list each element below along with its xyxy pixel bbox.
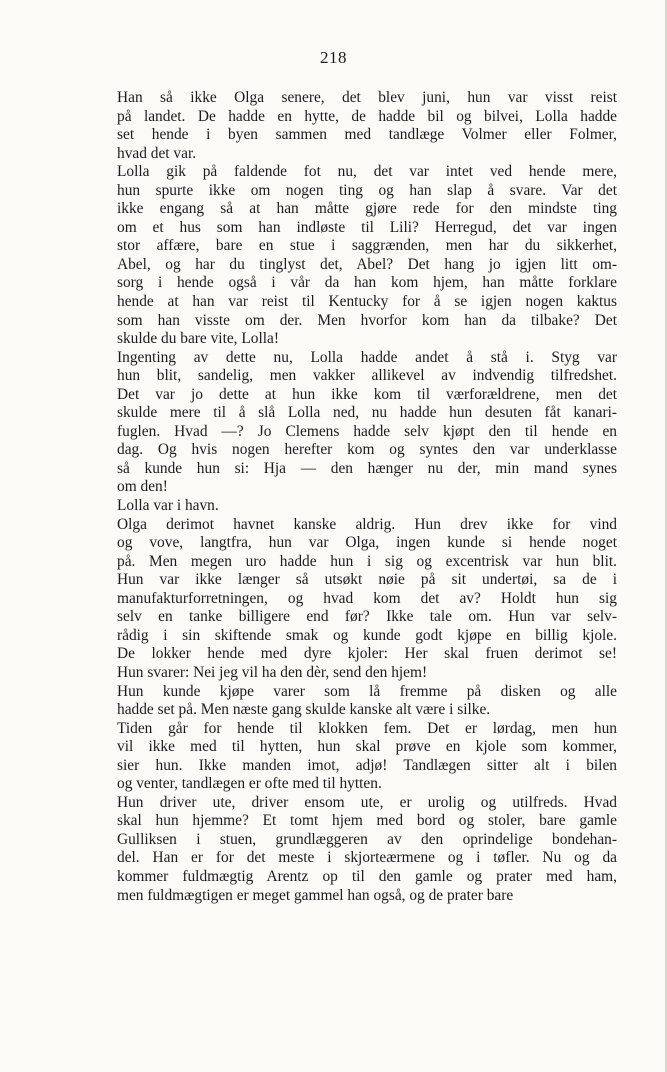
text-line: så kunde hun si: Hja — den hænger nu der, min mand synes (117, 459, 617, 477)
text-line: vil ikke med til hytten, hun skal prøve en kjole som kommer, (117, 738, 617, 756)
text-line: set hende i byen sammen med tandlæge Volmer eller Folmer, (117, 126, 617, 144)
text-line: skulde mere til å slå Lolla ned, nu hadde hun desuten fåt kanari- (117, 404, 617, 422)
text-line: Hun svarer: Nei jeg vil ha den dèr, send den hjem! (117, 663, 428, 681)
text-line: om den! (117, 478, 168, 496)
text-line: manufakturforretningen, og hvad kom det av? Holdt hun sig (117, 589, 617, 607)
paragraph (117, 720, 617, 794)
paragraph (117, 516, 617, 683)
paragraph (117, 497, 617, 516)
text-line: på. Men megen uro hadde hun i sig og excentrisk var hun blit. (117, 552, 617, 570)
text-line: hvad det var. (117, 144, 197, 162)
page-number: 218 (320, 48, 347, 67)
text-line: dag. Og hvis nogen herefter kom og syntes den var underklasse (117, 441, 617, 459)
text-line: rådig i sin skiftende smak og kunde godt kjøpe en billig kjole. (117, 626, 617, 644)
text-line: Abel, og har du tinglyst det, Abel? Det hang jo igjen litt om- (117, 255, 617, 273)
text-line: sier hun. Ikke manden imot, adjø! Tandlægen sitter alt i bilen (117, 756, 617, 774)
text-line: Ingenting av dette nu, Lolla hadde andet å stå i. Styg var (117, 348, 617, 366)
text-line: på landet. De hadde en hytte, de hadde bil og bilvei, Lolla hadde (117, 107, 617, 125)
text-line: hun blit, sandelig, men vakker allikevel av indvendig tilfredshet. (117, 367, 617, 385)
text-line: kommer fuldmægtig Arentz op til den gamle og prater med ham, (117, 867, 617, 885)
text-line: fuglen. Hvad —? Jo Clemens hadde selv kjøpt den til hende en (117, 422, 617, 440)
text-line: hadde set på. Men næste gang skulde kanske alt være i silke. (117, 701, 491, 719)
text-line: hende at han var reist til Kentucky for å se igjen nogen kaktus (117, 293, 617, 311)
text-line: skulde du bare vite, Lolla! (117, 330, 279, 348)
text-line: sorg i hende også i vår da han kom hjem, han måtte forklare (117, 274, 617, 292)
text-line: ikke engang så at han måtte gjøre rede for den mindste ting (117, 200, 617, 218)
text-line: del. Han er for det meste i skjorteærmene og i tøfler. Nu og da (117, 849, 617, 867)
text-line: Hun var ikke længer så utsøkt nøie på sit undertøi, sa de i (117, 571, 617, 589)
text-line: som han visste om der. Men hvorfor kom han da tilbake? Det (117, 311, 617, 329)
paragraph (117, 163, 617, 348)
text-line: men fuldmægtigen er meget gammel han også, og de prater bare (117, 886, 514, 904)
text-line: Olga derimot havnet kanske aldrig. Hun drev ikke for vind (117, 515, 617, 533)
text-line: Gulliksen i stuen, grundlæggeren av den oprindelige bondehan- (117, 830, 617, 848)
text-line: Hun kunde kjøpe varer som lå fremme på disken og alle (117, 682, 617, 700)
text-line: Han så ikke Olga senere, det blev juni, hun var visst reist (117, 89, 617, 106)
text-line: Hun driver ute, driver ensom ute, er urolig og utilfreds. Hvad (117, 793, 617, 811)
text-line: Lolla gik på faldende fot nu, det var intet ved hende mere, (117, 163, 617, 181)
text-line: selv en tanke billigere end før? Ikke tale om. Hun var selv- (117, 608, 617, 626)
paragraph (117, 89, 617, 163)
text-line: stor affære, bare en stue i saggrænden, men har du sikkerhet, (117, 237, 617, 255)
text-line: og vove, langtfra, hun var Olga, ingen kunde si hende noget (117, 534, 617, 552)
text-line: og venter, tandlægen er ofte med til hytten. (117, 775, 382, 793)
paragraph (117, 683, 617, 720)
body-text (117, 89, 617, 905)
text-line: Det var jo dette at hun ikke kom til værforældrene, men det (117, 385, 617, 403)
text-line: hun spurte ikke om nogen ting og han slap å svare. Var det (117, 181, 617, 199)
paragraph (117, 794, 617, 905)
text-line: skal hun hjemme? Et tomt hjem med bord og stoler, bare gamle (117, 812, 617, 830)
text-line: De lokker hende med dyre kjoler: Her skal fruen derimot se! (117, 645, 617, 663)
text-line: Tiden går for hende til klokken fem. Det er lørdag, men hun (117, 719, 617, 737)
text-line: Lolla var i havn. (117, 497, 219, 515)
paragraph (117, 349, 617, 497)
text-line: om et hus som han indløste til Lili? Herregud, det var ingen (117, 218, 617, 236)
